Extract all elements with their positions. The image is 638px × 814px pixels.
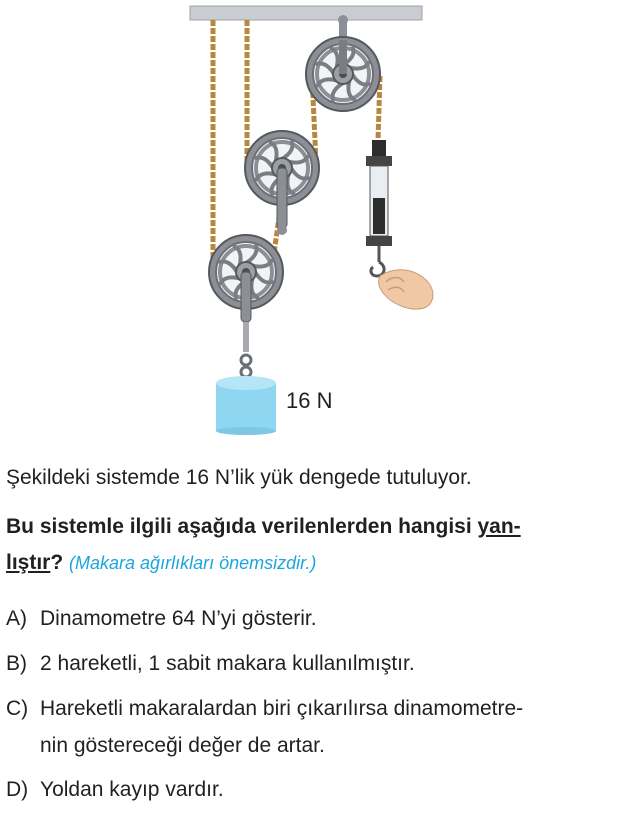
moving-pulley-upper — [245, 131, 319, 235]
option-text: Dinamometre 64 N’yi gösterir. — [40, 607, 317, 630]
option-b[interactable] — [6, 645, 632, 682]
option-text: Hareketli makaralardan biri çıkarılırsa dinamometre- — [40, 697, 524, 720]
option-letter: C) — [6, 697, 29, 720]
option-letter: A) — [6, 607, 27, 630]
prompt-underlined-a: yan- — [477, 515, 521, 538]
weight-block — [216, 376, 276, 435]
option-a[interactable] — [6, 600, 632, 637]
option-text: 2 hareketli, 1 sabit makara kullanılmıştır. — [40, 652, 415, 675]
option-text-continuation: nin göstereceği değer de artar. — [40, 734, 325, 757]
dynamometer — [366, 140, 392, 276]
option-letter: B) — [6, 652, 27, 675]
hand-illustration — [379, 270, 433, 309]
prompt-underlined-b: lıştır — [6, 551, 51, 574]
weight-label: 16 N — [286, 388, 333, 413]
question-prompt — [6, 509, 632, 581]
hint-text: (Makara ağırlıkları önemsizdir.) — [69, 553, 317, 573]
prompt-mark: ? — [50, 551, 64, 574]
fixed-pulley — [306, 15, 380, 111]
option-text: Yoldan kayıp vardır. — [40, 778, 224, 801]
option-d[interactable] — [6, 771, 632, 808]
option-c[interactable] — [6, 690, 632, 764]
ceiling-bar — [190, 6, 422, 20]
question-stem: Şekildeki sistemde 16 N’lik yük dengede tutuluyor. — [6, 466, 472, 489]
option-letter: D) — [6, 778, 29, 801]
moving-pulley-lower — [209, 235, 283, 377]
prompt-line1: Bu sistemle ilgili aşağıda verilenlerden hangisi — [6, 515, 478, 538]
